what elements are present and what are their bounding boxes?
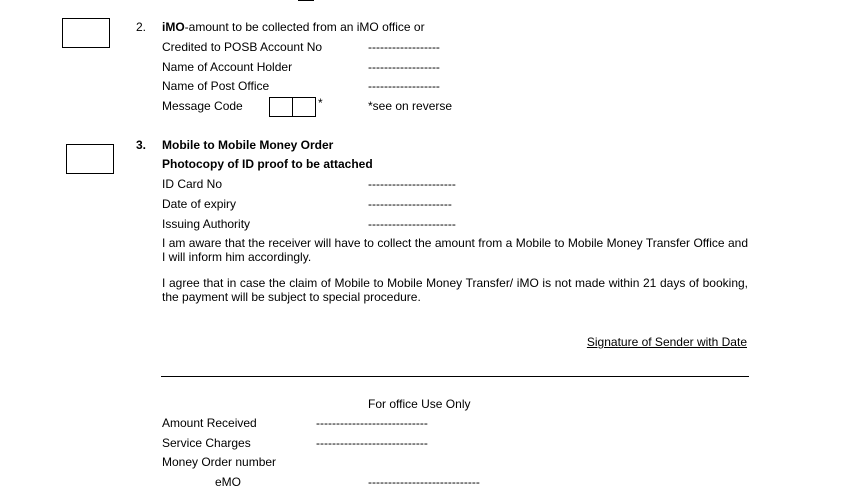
see-reverse-note: *see on reverse [368,99,453,113]
signature-label: Signature of Sender with Date [586,335,747,349]
section-divider [161,376,749,377]
account-holder-field[interactable]: ------------------ [368,60,440,74]
amount-received-label: Amount Received [162,416,257,430]
declaration-paragraph-2: I agree that in case the claim of Mobile to Mobile Money Transfer/ iMO is not made within 21 days of booking, the payment will be subject to special procedure. [162,276,748,304]
service-charges-label: Service Charges [162,436,251,450]
amount-received-field[interactable]: ---------------------------- [316,416,428,430]
message-code-box-2[interactable] [292,97,316,117]
emo-label: eMO [215,475,242,489]
section3-checkbox[interactable] [66,144,114,174]
top-edge-line [298,0,314,1]
posb-account-label: Credited to POSB Account No [162,40,323,54]
emo-field[interactable]: ---------------------------- [368,475,480,489]
section2-checkbox[interactable] [62,18,110,48]
office-use-heading: For office Use Only [368,397,471,411]
message-code-asterisk: * [318,96,323,110]
id-card-label: ID Card No [162,177,223,191]
issuing-authority-field[interactable]: ---------------------- [368,217,456,231]
post-office-label: Name of Post Office [162,79,270,93]
message-code-label: Message Code [162,99,243,113]
account-holder-label: Name of Account Holder [162,60,293,74]
section2-title-rest: -amount to be collected from an iMO office or [184,20,425,34]
section3-subtitle: Photocopy of ID proof to be attached [162,157,373,171]
declaration-paragraph-1: I am aware that the receiver will have to collect the amount from a Mobile to Mobile Money Transfer Office and I will inform him accordingly. [162,236,748,264]
post-office-field[interactable]: ------------------ [368,79,440,93]
money-order-number-label: Money Order number [162,455,277,469]
service-charges-field[interactable]: ---------------------------- [316,436,428,450]
section2-number: 2. [136,20,147,34]
section2-title-bold: iMO [162,20,185,34]
id-card-field[interactable]: ---------------------- [368,177,456,191]
section2-title [162,20,425,34]
section3-title: Mobile to Mobile Money Order [162,138,334,152]
issuing-authority-label: Issuing Authority [162,217,251,231]
date-of-expiry-label: Date of expiry [162,197,237,211]
section3-number: 3. [136,138,147,152]
message-code-box-1[interactable] [269,97,293,117]
date-of-expiry-field[interactable]: --------------------- [368,197,452,211]
posb-account-field[interactable]: ------------------ [368,40,440,54]
